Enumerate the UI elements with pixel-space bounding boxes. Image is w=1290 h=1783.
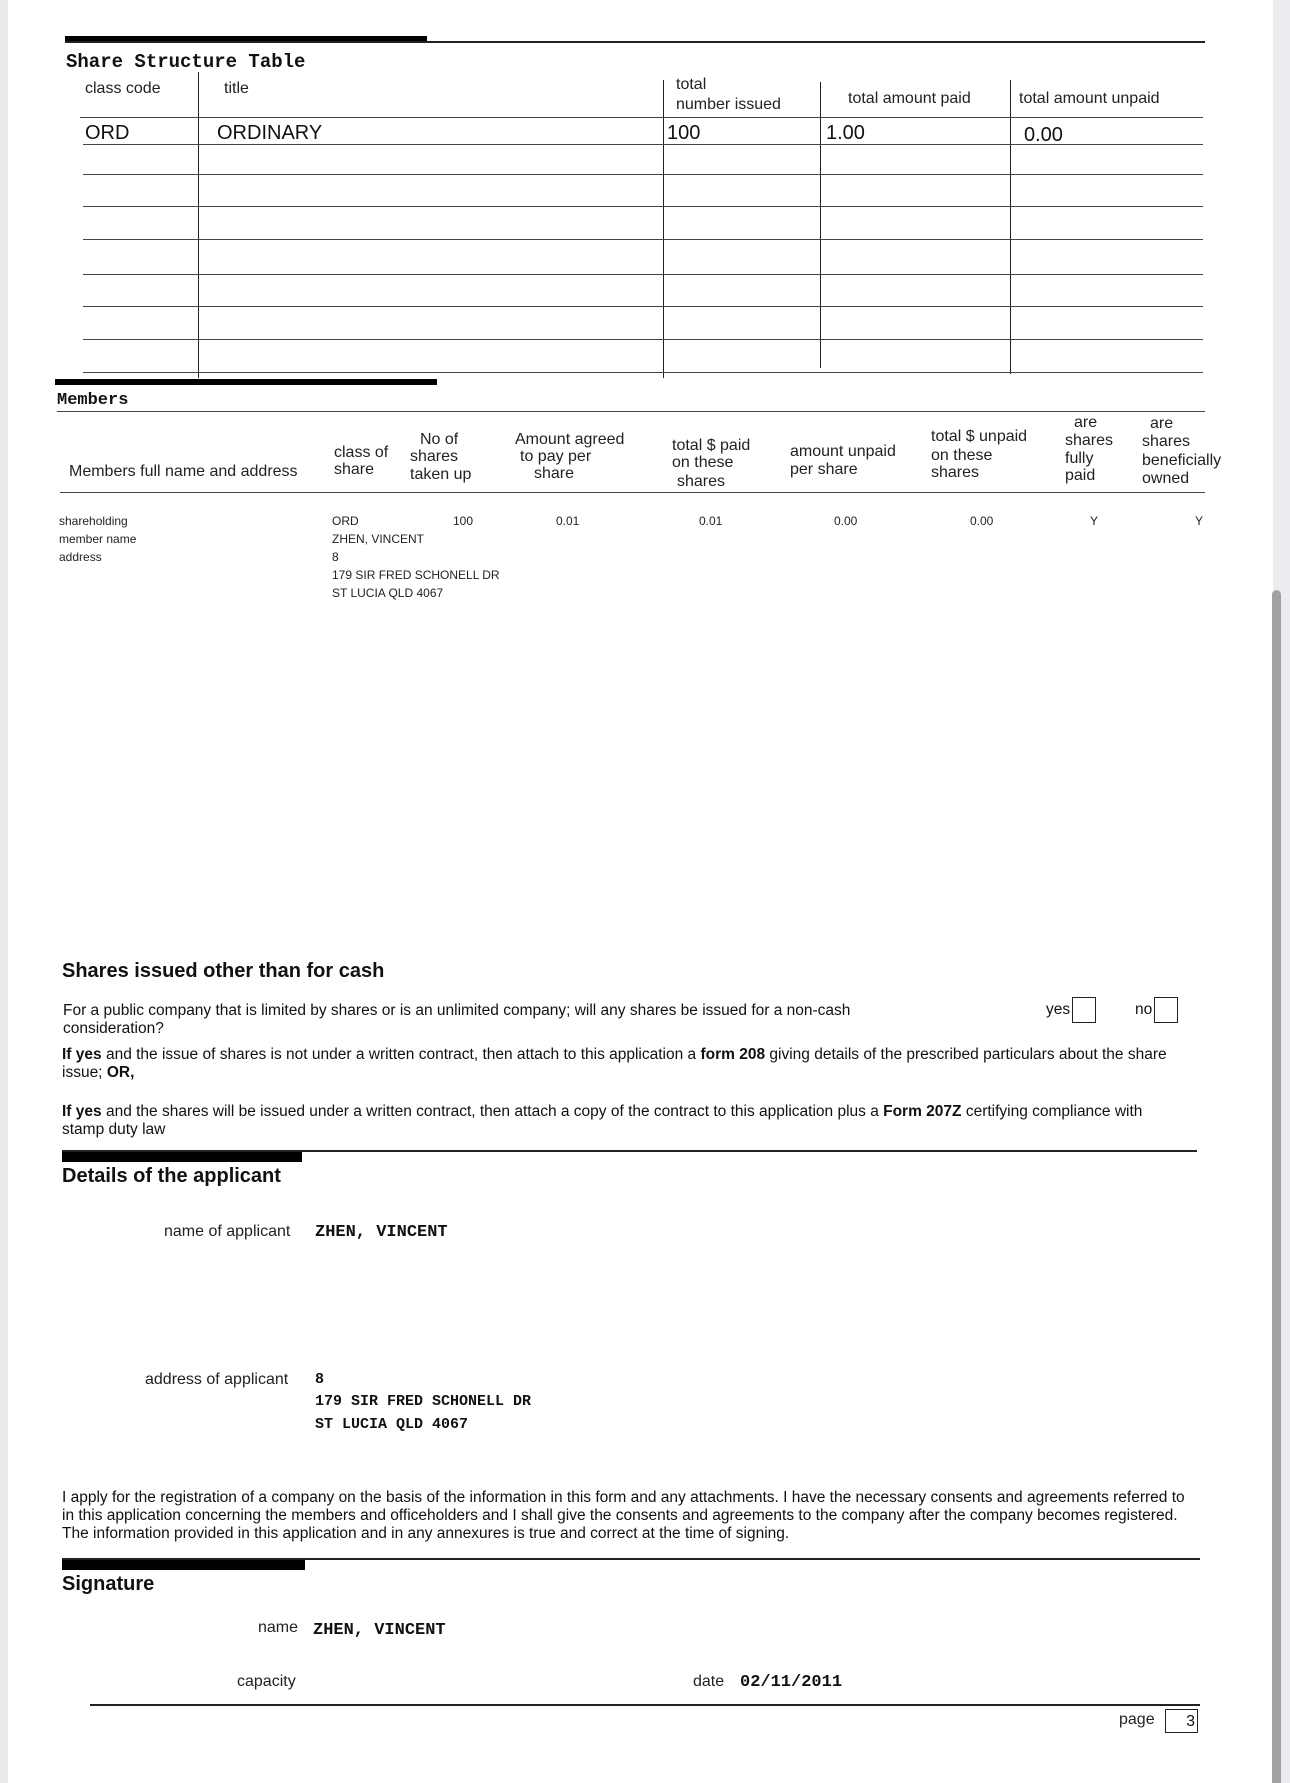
- header-name-address: Members full name and address: [69, 463, 298, 480]
- member-address-line3: ST LUCIA QLD 4067: [332, 586, 444, 600]
- no-checkbox[interactable]: [1154, 997, 1178, 1023]
- table-rule: [83, 206, 1203, 207]
- declaration-text: I apply for the registration of a company on the basis of the information in this form and any attachments. I have the necessary consents and agreements referred to in this application concerning the members and officeholders and I shall give the consents and agreements to the company after the company becomes registered. The information provided in this application and in any annexures is true and correct at the time of signing.: [62, 1489, 1185, 1542]
- cell-total-amount-unpaid: 0.00: [1024, 124, 1063, 146]
- no-option[interactable]: [1135, 997, 1178, 1023]
- header-amount-unpaid-2: per share: [790, 461, 858, 478]
- member-name: ZHEN, VINCENT: [332, 532, 425, 546]
- header-no-shares-1: No of: [420, 431, 459, 448]
- header-total-unpaid-3: shares: [931, 464, 980, 481]
- header-class-of-share-2: share: [334, 461, 375, 478]
- label-address: address: [59, 550, 102, 564]
- non-cash-para1: If yes and the issue of shares is not under a written contract, then attach to this application a form 208 giving details of the prescribed particulars about the share issue; OR,: [62, 1046, 1167, 1081]
- members-header-rule: [60, 492, 1205, 493]
- section-rule: [65, 41, 1205, 43]
- header-beneficially-3: beneficially: [1142, 452, 1222, 469]
- section-rule: [62, 1558, 1200, 1560]
- label-member-name: member name: [59, 532, 137, 546]
- signature-title: Signature: [62, 1573, 155, 1595]
- table-rule: [83, 174, 1203, 175]
- header-beneficially-4: owned: [1142, 470, 1190, 487]
- member-address-line1: 8: [332, 550, 339, 564]
- table-rule: [83, 306, 1203, 307]
- section-bar: [55, 379, 437, 385]
- date-label: date: [693, 1673, 725, 1690]
- cell-title: ORDINARY: [217, 122, 323, 144]
- header-no-shares-2: shares: [410, 448, 459, 465]
- header-total-number-1: total: [676, 76, 707, 93]
- table-divider: [1010, 80, 1011, 374]
- signature-name-value: ZHEN, VINCENT: [313, 1621, 446, 1640]
- non-cash-question-line2: consideration?: [63, 1020, 164, 1037]
- applicant-name-value: ZHEN, VINCENT: [315, 1223, 448, 1242]
- no-label: no: [1135, 1001, 1153, 1019]
- page-number: 3: [1165, 1709, 1198, 1733]
- non-cash-title: Shares issued other than for cash: [62, 960, 385, 982]
- applicant-title: Details of the applicant: [62, 1165, 281, 1187]
- header-class-of-share-1: class of: [334, 444, 389, 461]
- header-fully-paid-4: paid: [1065, 467, 1096, 484]
- header-amount-agreed-2: to pay per: [520, 448, 592, 465]
- member-amount-unpaid: 0.00: [834, 514, 858, 528]
- applicant-address-label: address of applicant: [145, 1371, 289, 1388]
- member-total-unpaid: 0.00: [970, 514, 994, 528]
- yes-option[interactable]: [1046, 997, 1096, 1023]
- member-shares-taken: 100: [453, 514, 474, 528]
- header-total-unpaid-2: on these: [931, 447, 993, 464]
- header-total-paid-2: on these: [672, 454, 734, 471]
- applicant-address-line1: 8: [315, 1371, 325, 1388]
- member-amount-agreed: 0.01: [556, 514, 580, 528]
- header-beneficially-1: are: [1150, 415, 1174, 432]
- table-divider: [663, 80, 664, 378]
- header-fully-paid-1: are: [1074, 414, 1098, 431]
- table-rule: [83, 339, 1203, 340]
- label-shareholding: shareholding: [59, 514, 128, 528]
- capacity-label: capacity: [237, 1673, 296, 1690]
- member-class: ORD: [332, 514, 359, 528]
- section-rule: [62, 1150, 1197, 1152]
- table-divider: [820, 82, 821, 368]
- members-title: Members: [57, 391, 129, 410]
- header-fully-paid-3: fully: [1065, 450, 1094, 467]
- cell-total-number-issued: 100: [667, 122, 701, 144]
- table-rule: [83, 274, 1203, 275]
- member-address-line2: 179 SIR FRED SCHONELL DR: [332, 568, 500, 582]
- header-amount-agreed-3: share: [534, 465, 575, 482]
- header-total-paid-1: total $ paid: [672, 437, 751, 454]
- member-total-paid: 0.01: [699, 514, 723, 528]
- scrollbar-thumb[interactable]: [1272, 590, 1281, 1783]
- header-total-paid-3: shares: [677, 473, 726, 490]
- signature-name-label: name: [258, 1619, 299, 1636]
- header-total-amount-paid: total amount paid: [848, 90, 971, 107]
- table-rule: [83, 239, 1203, 240]
- header-no-shares-3: taken up: [410, 466, 472, 483]
- header-amount-unpaid-1: amount unpaid: [790, 443, 896, 460]
- member-beneficially-owned: Y: [1195, 514, 1204, 528]
- cell-total-amount-paid: 1.00: [826, 122, 865, 144]
- table-rule: [83, 372, 1203, 373]
- non-cash-para2: If yes and the shares will be issued under a written contract, then attach a copy of the contract to this application plus a Form 207Z certifying compliance with stamp duty law: [62, 1103, 1143, 1138]
- footer-rule: [90, 1704, 1200, 1706]
- header-amount-agreed-1: Amount agreed: [515, 431, 625, 448]
- non-cash-question-line1: For a public company that is limited by shares or is an unlimited company; will any shares be issued for a non-cash: [63, 1002, 851, 1019]
- header-fully-paid-2: shares: [1065, 432, 1114, 449]
- applicant-name-label: name of applicant: [164, 1223, 291, 1240]
- yes-checkbox[interactable]: [1072, 997, 1096, 1023]
- header-beneficially-2: shares: [1142, 433, 1191, 450]
- cell-class-code: ORD: [85, 122, 130, 144]
- date-value: 02/11/2011: [740, 1673, 843, 1692]
- header-total-unpaid-1: total $ unpaid: [931, 428, 1028, 445]
- member-fully-paid: Y: [1090, 514, 1099, 528]
- page-label: page: [1119, 1711, 1155, 1728]
- header-class-code: class code: [85, 80, 161, 97]
- share-structure-title: Share Structure Table: [66, 51, 306, 73]
- applicant-address-line3: ST LUCIA QLD 4067: [315, 1416, 469, 1433]
- header-total-number-2: number issued: [676, 96, 781, 113]
- applicant-address-line2: 179 SIR FRED SCHONELL DR: [315, 1393, 532, 1410]
- yes-label: yes: [1046, 1001, 1071, 1019]
- table-rule: [80, 117, 1203, 118]
- header-title: title: [224, 80, 249, 97]
- section-rule: [57, 411, 1205, 412]
- header-total-amount-unpaid: total amount unpaid: [1019, 90, 1160, 107]
